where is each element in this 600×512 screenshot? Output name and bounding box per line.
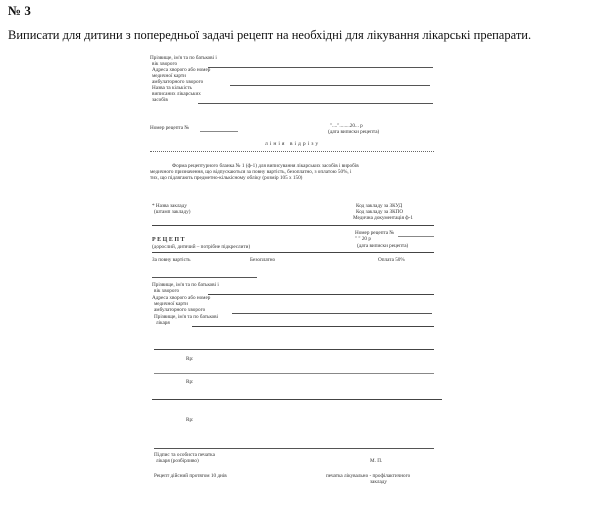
stub-address-label-2: медичної карти — [152, 73, 186, 79]
clinic-stamp-label-2: закладу — [370, 479, 387, 485]
cut-line — [150, 151, 434, 152]
patient-name-field[interactable] — [208, 294, 434, 295]
rp-divider-3 — [152, 399, 442, 400]
address-field[interactable] — [232, 313, 432, 314]
stub-address-label-1: Адреса хворого або номер — [152, 67, 211, 73]
address-label-1: Адреса хворого або номер — [152, 295, 211, 301]
patient-age-label: вік хворого — [154, 288, 180, 294]
divider-payment — [152, 277, 257, 278]
doctor-name-label: Прізвище, ім'я та по батькові — [154, 314, 219, 320]
institution-code-zkpo: Код закладу за ЗКПО — [356, 209, 404, 215]
recipe-number-field[interactable] — [398, 236, 434, 237]
stub-drugs-label-2: виписаних лікарських — [152, 91, 201, 97]
medical-docs-label: Медична документація ф-1 — [353, 215, 413, 221]
task-text: Виписати для дитини з попередньої задачі рецепт на необхідні для лікування лікарські препарати. — [8, 28, 532, 42]
stub-date-caption: (дата виписки рецепта) — [328, 129, 380, 135]
doctor-name-field[interactable] — [192, 326, 434, 327]
signature-label-2: лікаря (розбірливо) — [156, 458, 199, 464]
rp-divider-1 — [154, 349, 434, 350]
rp-divider-2 — [154, 373, 434, 374]
recipe-title: РЕЦЕПТ — [152, 237, 187, 243]
institution-name-label: * Назва закладу — [152, 203, 187, 209]
institution-stamp-label: (штамп закладу) — [154, 209, 191, 215]
divider-institution — [152, 225, 434, 226]
payment-half-option[interactable]: Оплата 50% — [378, 257, 405, 263]
validity-label: Рецепт дійсний протягом 10 днів — [154, 473, 227, 479]
divider-recipe — [152, 252, 434, 253]
recipe-subtitle: (дорослий, дитячий – потрібне підкреслити) — [152, 244, 251, 250]
form-description-2: медичного призначення, що відпускаються за повну вартість, безоплатно, з оплатою 50%, і — [150, 169, 352, 175]
patient-name-label: Прізвище, ім'я та по батькові і — [152, 282, 219, 288]
clinic-stamp-label-1: печатка лікувально - профілактичного — [326, 473, 411, 479]
stub-recipe-number-label: Номер рецепта № — [150, 125, 190, 131]
stub-drugs-label-1: Назва та кількість — [152, 85, 192, 91]
stub-patient-name-field[interactable] — [208, 67, 433, 68]
recipe-date-caption: (дата виписки рецепта) — [357, 243, 409, 249]
cut-line-label: лінія відрізу — [265, 141, 321, 147]
stub-address-field[interactable] — [230, 85, 430, 86]
payment-full-option[interactable]: За повну вартість — [152, 257, 191, 263]
form-description-1: Форма рецептурного бланка № 1 (ф-1) для виписування лікарських засобів і виробів — [172, 163, 359, 169]
rp-label-1: Rp: — [186, 356, 194, 362]
rp-label-3: Rp: — [186, 417, 194, 423]
recipe-number-label: Номер рецепта № — [355, 230, 395, 236]
rp-label-2: Rp: — [186, 379, 194, 385]
address-label-2: медичної карти — [154, 301, 188, 307]
stub-address-label-3: амбулаторного хворого — [152, 79, 204, 85]
address-label-3: амбулаторного хворого — [154, 307, 206, 313]
signature-divider — [154, 448, 434, 449]
task-number: № 3 — [8, 3, 31, 18]
stamp-place-label: М. П. — [370, 458, 383, 464]
stub-drugs-label-3: засобів — [152, 97, 168, 103]
doctor-label: лікаря — [156, 320, 170, 326]
payment-free-option[interactable]: Безоплатно — [250, 257, 276, 263]
stub-patient-name-label: Прізвище, ім'я та по батькові і — [150, 55, 217, 61]
institution-code-zkud: Код закладу за ЗКУД — [356, 203, 403, 209]
recipe-date-value[interactable]: " " 20 р — [355, 236, 371, 242]
form-description-3: тих, що підлягають предметно-кількісному обліку (розмір 105 х 150) — [150, 175, 303, 181]
prescription-form — [150, 55, 440, 495]
stub-date-value: "...."........20... р — [330, 123, 363, 129]
stub-recipe-number-field[interactable] — [200, 131, 238, 132]
stub-drugs-field[interactable] — [198, 103, 433, 104]
signature-label-1: Підпис та особиста печатка — [154, 452, 215, 458]
stub-patient-age-label: вік хворого — [152, 61, 178, 67]
